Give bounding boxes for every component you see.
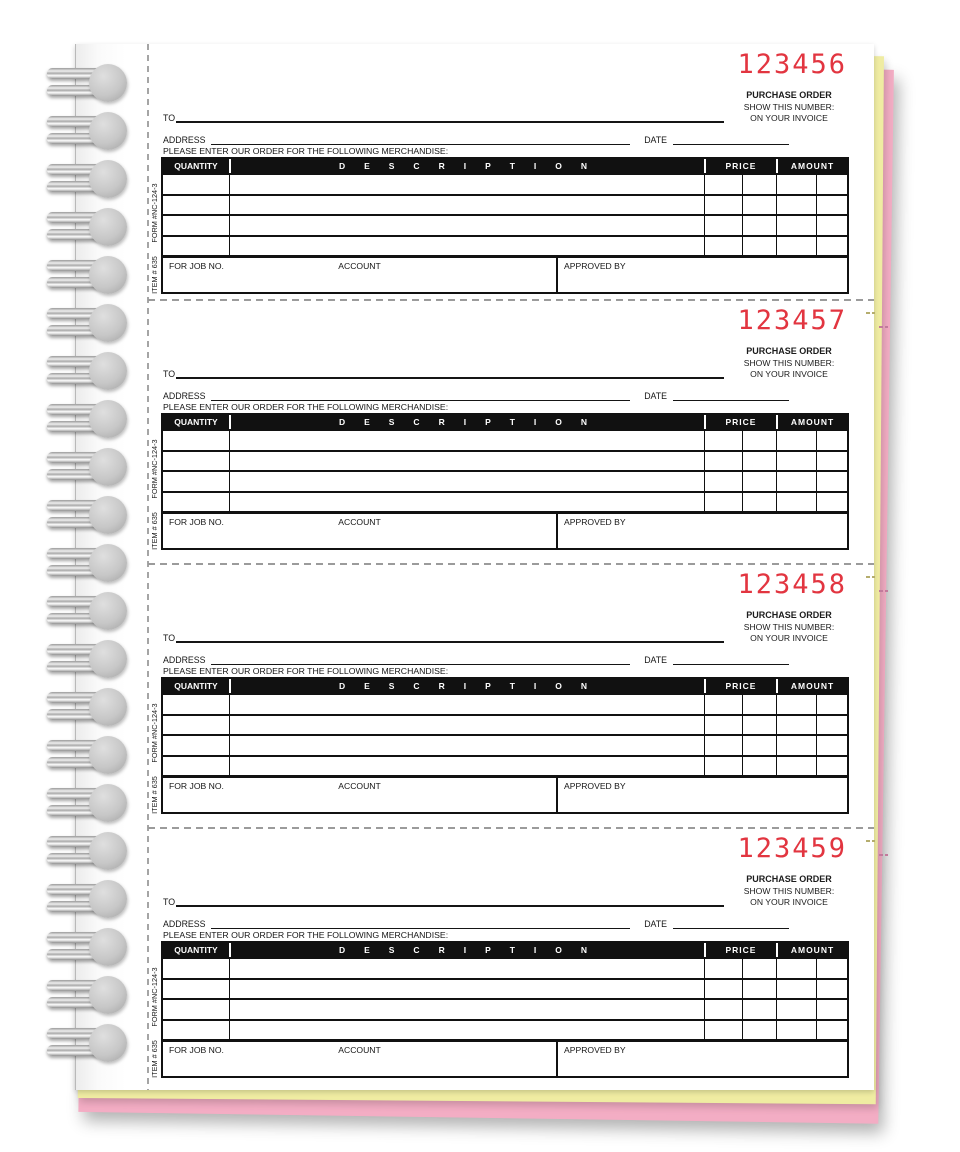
table-cell (229, 214, 704, 235)
table-cell (816, 214, 847, 235)
table-cell (816, 470, 847, 491)
purchase-order-form (76, 828, 874, 1090)
front-page (75, 44, 874, 1090)
to-label: TO (163, 897, 176, 907)
to-label: TO (163, 369, 176, 379)
table-cell (229, 755, 704, 776)
table-cell (163, 693, 229, 714)
table-cell (776, 450, 816, 471)
price-header: PRICE (704, 943, 776, 957)
table-cell (816, 714, 847, 735)
date-blank-line (673, 653, 789, 665)
table-cell (229, 714, 704, 735)
table-cell (776, 173, 816, 194)
job-account-cell (163, 514, 558, 548)
to-blank-line (176, 894, 724, 907)
address-label: ADDRESS (163, 391, 206, 401)
table-cell (163, 957, 229, 978)
table-cell (816, 755, 847, 776)
to-row (163, 366, 724, 379)
table-cell (704, 194, 742, 215)
binding-ring (47, 156, 127, 202)
instruction-text: PLEASE ENTER OUR ORDER FOR THE FOLLOWING MERCHANDISE: (163, 666, 449, 676)
table-cell (163, 173, 229, 194)
show-this-number-text: SHOW THIS NUMBER: (743, 101, 835, 112)
to-blank-line (176, 630, 724, 643)
purchase-order-title: PURCHASE ORDER (746, 90, 832, 100)
copy-perforation-tick (866, 312, 875, 314)
address-blank-line (211, 917, 631, 929)
quantity-header: QUANTITY (163, 159, 229, 173)
table-cell (742, 429, 776, 450)
amount-header: AMOUNT (776, 943, 847, 957)
table-cell (742, 1019, 776, 1040)
price-header: PRICE (704, 679, 776, 693)
table-cell (776, 978, 816, 999)
ring-loop (89, 448, 127, 486)
table-cell (704, 693, 742, 714)
merchandise-table (161, 157, 849, 257)
ring-loop (89, 256, 127, 294)
ring-loop (89, 64, 127, 102)
ring-loop (89, 640, 127, 678)
to-row (163, 894, 724, 907)
table-cell (816, 429, 847, 450)
table-cell (704, 214, 742, 235)
table-cell (776, 755, 816, 776)
table-cell (229, 998, 704, 1019)
date-blank-line (673, 389, 789, 401)
ring-loop (89, 544, 127, 582)
merchandise-table (161, 413, 849, 513)
purchase-order-heading (729, 90, 849, 124)
show-this-number-text: SHOW THIS NUMBER: (743, 885, 835, 896)
form-code-vertical-label: FORM #NC-124-3 (150, 967, 159, 1027)
item-code-vertical-label: ITEM # 635 (150, 512, 159, 550)
table-cell (742, 491, 776, 512)
item-code-vertical-label: ITEM # 635 (150, 776, 159, 814)
for-job-no-label: FOR JOB NO. (169, 261, 224, 271)
table-cell (229, 693, 704, 714)
table-cell (163, 235, 229, 256)
binding-ring (47, 492, 127, 538)
table-cell (816, 734, 847, 755)
table-cell (816, 693, 847, 714)
on-your-invoice-text: ON YOUR INVOICE (750, 112, 828, 123)
binding-ring (47, 972, 127, 1018)
table-cell (163, 429, 229, 450)
table-cell (742, 714, 776, 735)
table-cell (704, 491, 742, 512)
description-header: DESCRIPTION (229, 159, 704, 173)
copy-perforation-tick (879, 590, 888, 592)
purchase-order-title: PURCHASE ORDER (746, 874, 832, 884)
table-cell (704, 755, 742, 776)
date-label: DATE (644, 919, 667, 929)
table-cell (742, 978, 776, 999)
table-cell (704, 978, 742, 999)
date-label: DATE (644, 391, 667, 401)
binding-ring (47, 684, 127, 730)
binding-ring (47, 828, 127, 874)
table-cell (742, 998, 776, 1019)
order-number: 123459 (737, 833, 847, 864)
table-cell (816, 235, 847, 256)
binding-ring (47, 732, 127, 778)
table-cell (776, 693, 816, 714)
quantity-header: QUANTITY (163, 679, 229, 693)
price-header: PRICE (704, 415, 776, 429)
approved-by-cell (558, 778, 847, 812)
table-cell (776, 235, 816, 256)
binding-ring (47, 252, 127, 298)
binding-ring (47, 636, 127, 682)
table-cell (163, 755, 229, 776)
table-cell (742, 194, 776, 215)
on-your-invoice-text: ON YOUR INVOICE (750, 632, 828, 643)
order-number: 123458 (737, 569, 847, 600)
approved-by-label: APPROVED BY (564, 781, 626, 791)
approved-by-label: APPROVED BY (564, 261, 626, 271)
to-blank-line (176, 366, 724, 379)
table-cell (776, 491, 816, 512)
table-cell (229, 957, 704, 978)
ring-loop (89, 832, 127, 870)
purchase-order-heading (729, 610, 849, 644)
merchandise-table (161, 941, 849, 1041)
table-cell (816, 978, 847, 999)
order-number: 123456 (737, 49, 847, 80)
binding-ring (47, 60, 127, 106)
table-cell (229, 1019, 704, 1040)
job-account-cell (163, 1042, 558, 1076)
purchase-order-heading (729, 346, 849, 380)
address-row (163, 389, 789, 401)
table-cell (163, 450, 229, 471)
price-header: PRICE (704, 159, 776, 173)
binding-ring (47, 924, 127, 970)
ring-loop (89, 112, 127, 150)
ring-loop (89, 160, 127, 198)
for-job-no-label: FOR JOB NO. (169, 781, 224, 791)
table-cell (229, 235, 704, 256)
date-label: DATE (644, 655, 667, 665)
address-row (163, 653, 789, 665)
ring-loop (89, 304, 127, 342)
show-this-number-text: SHOW THIS NUMBER: (743, 621, 835, 632)
binding-ring (47, 588, 127, 634)
account-label: ACCOUNT (338, 1045, 381, 1055)
for-job-no-label: FOR JOB NO. (169, 517, 224, 527)
table-cell (816, 1019, 847, 1040)
on-your-invoice-text: ON YOUR INVOICE (750, 896, 828, 907)
footer-box (161, 776, 849, 814)
ring-loop (89, 208, 127, 246)
table-cell (704, 957, 742, 978)
table-cell (816, 173, 847, 194)
binding-ring (47, 1020, 127, 1066)
ring-loop (89, 496, 127, 534)
quantity-header: QUANTITY (163, 943, 229, 957)
ring-loop (89, 976, 127, 1014)
footer-box (161, 256, 849, 294)
ring-loop (89, 736, 127, 774)
address-blank-line (211, 389, 631, 401)
instruction-text: PLEASE ENTER OUR ORDER FOR THE FOLLOWING MERCHANDISE: (163, 402, 449, 412)
table-cell (229, 173, 704, 194)
table-cell (163, 734, 229, 755)
approved-by-label: APPROVED BY (564, 1045, 626, 1055)
table-cell (704, 734, 742, 755)
table-cell (742, 957, 776, 978)
table-cell (742, 693, 776, 714)
ring-loop (89, 928, 127, 966)
order-number: 123457 (737, 305, 847, 336)
copy-perforation-tick (879, 854, 888, 856)
table-cell (776, 194, 816, 215)
table-cell (163, 491, 229, 512)
approved-by-label: APPROVED BY (564, 517, 626, 527)
to-label: TO (163, 113, 176, 123)
address-blank-line (211, 133, 631, 145)
binding-ring (47, 540, 127, 586)
table-cell (229, 734, 704, 755)
amount-header: AMOUNT (776, 679, 847, 693)
ring-loop (89, 880, 127, 918)
job-account-cell (163, 778, 558, 812)
table-cell (742, 734, 776, 755)
table-cell (163, 998, 229, 1019)
purchase-order-title: PURCHASE ORDER (746, 346, 832, 356)
purchase-order-form (76, 564, 874, 828)
purchase-order-form (76, 44, 874, 300)
merchandise-table (161, 677, 849, 777)
to-row (163, 630, 724, 643)
binding-ring (47, 108, 127, 154)
table-cell (816, 998, 847, 1019)
address-label: ADDRESS (163, 919, 206, 929)
to-label: TO (163, 633, 176, 643)
table-cell (776, 214, 816, 235)
table-cell (704, 173, 742, 194)
job-account-cell (163, 258, 558, 292)
address-label: ADDRESS (163, 135, 206, 145)
purchase-order-heading (729, 874, 849, 908)
item-code-vertical-label: ITEM # 635 (150, 1040, 159, 1078)
table-cell (742, 470, 776, 491)
account-label: ACCOUNT (338, 517, 381, 527)
table-cell (163, 214, 229, 235)
table-cell (776, 1019, 816, 1040)
copy-perforation-tick (866, 840, 875, 842)
table-cell (163, 1019, 229, 1040)
for-job-no-label: FOR JOB NO. (169, 1045, 224, 1055)
table-cell (229, 491, 704, 512)
table-cell (229, 470, 704, 491)
table-cell (816, 491, 847, 512)
table-cell (776, 998, 816, 1019)
ring-loop (89, 688, 127, 726)
date-blank-line (673, 133, 789, 145)
account-label: ACCOUNT (338, 781, 381, 791)
copy-perforation-tick (866, 576, 875, 578)
table-cell (229, 194, 704, 215)
ring-loop (89, 592, 127, 630)
table-cell (704, 470, 742, 491)
table-cell (229, 450, 704, 471)
date-blank-line (673, 917, 789, 929)
ring-loop (89, 352, 127, 390)
table-cell (776, 734, 816, 755)
binding-ring (47, 876, 127, 922)
amount-header: AMOUNT (776, 159, 847, 173)
table-cell (704, 429, 742, 450)
show-this-number-text: SHOW THIS NUMBER: (743, 357, 835, 368)
ring-loop (89, 1024, 127, 1062)
table-cell (704, 998, 742, 1019)
ring-loop (89, 784, 127, 822)
table-cell (776, 957, 816, 978)
address-blank-line (211, 653, 631, 665)
binding-ring (47, 780, 127, 826)
footer-box (161, 512, 849, 550)
form-content (161, 828, 849, 1090)
description-header: DESCRIPTION (229, 415, 704, 429)
form-code-vertical-label: FORM #NC-124-3 (150, 183, 159, 243)
table-cell (776, 714, 816, 735)
table-cell (776, 470, 816, 491)
to-blank-line (176, 110, 724, 123)
approved-by-cell (558, 1042, 847, 1076)
amount-header: AMOUNT (776, 415, 847, 429)
approved-by-cell (558, 514, 847, 548)
binding-ring (47, 300, 127, 346)
ring-loop (89, 400, 127, 438)
purchase-order-title: PURCHASE ORDER (746, 610, 832, 620)
table-cell (742, 214, 776, 235)
description-header: DESCRIPTION (229, 679, 704, 693)
to-row (163, 110, 724, 123)
binding-ring (47, 444, 127, 490)
approved-by-cell (558, 258, 847, 292)
table-cell (704, 1019, 742, 1040)
table-cell (704, 450, 742, 471)
binding-ring (47, 396, 127, 442)
address-label: ADDRESS (163, 655, 206, 665)
purchase-order-form (76, 300, 874, 564)
table-cell (742, 450, 776, 471)
address-row (163, 917, 789, 929)
form-code-vertical-label: FORM #NC-124-3 (150, 439, 159, 499)
date-label: DATE (644, 135, 667, 145)
form-content (161, 564, 849, 828)
instruction-text: PLEASE ENTER OUR ORDER FOR THE FOLLOWING MERCHANDISE: (163, 146, 449, 156)
table-cell (229, 978, 704, 999)
account-label: ACCOUNT (338, 261, 381, 271)
table-cell (704, 714, 742, 735)
table-cell (816, 450, 847, 471)
description-header: DESCRIPTION (229, 943, 704, 957)
table-cell (816, 194, 847, 215)
table-cell (163, 978, 229, 999)
table-cell (742, 235, 776, 256)
on-your-invoice-text: ON YOUR INVOICE (750, 368, 828, 379)
item-code-vertical-label: ITEM # 635 (150, 256, 159, 294)
table-cell (704, 235, 742, 256)
table-cell (742, 755, 776, 776)
footer-box (161, 1040, 849, 1078)
quantity-header: QUANTITY (163, 415, 229, 429)
table-cell (163, 194, 229, 215)
form-content (161, 44, 849, 300)
table-cell (816, 957, 847, 978)
form-content (161, 300, 849, 564)
table-cell (163, 470, 229, 491)
binding-ring (47, 348, 127, 394)
table-cell (742, 173, 776, 194)
copy-perforation-tick (879, 326, 888, 328)
table-cell (776, 429, 816, 450)
table-cell (163, 714, 229, 735)
binding-ring (47, 204, 127, 250)
form-code-vertical-label: FORM #NC-124-3 (150, 703, 159, 763)
instruction-text: PLEASE ENTER OUR ORDER FOR THE FOLLOWING MERCHANDISE: (163, 930, 449, 940)
address-row (163, 133, 789, 145)
table-cell (229, 429, 704, 450)
forms-stack (76, 44, 874, 1090)
